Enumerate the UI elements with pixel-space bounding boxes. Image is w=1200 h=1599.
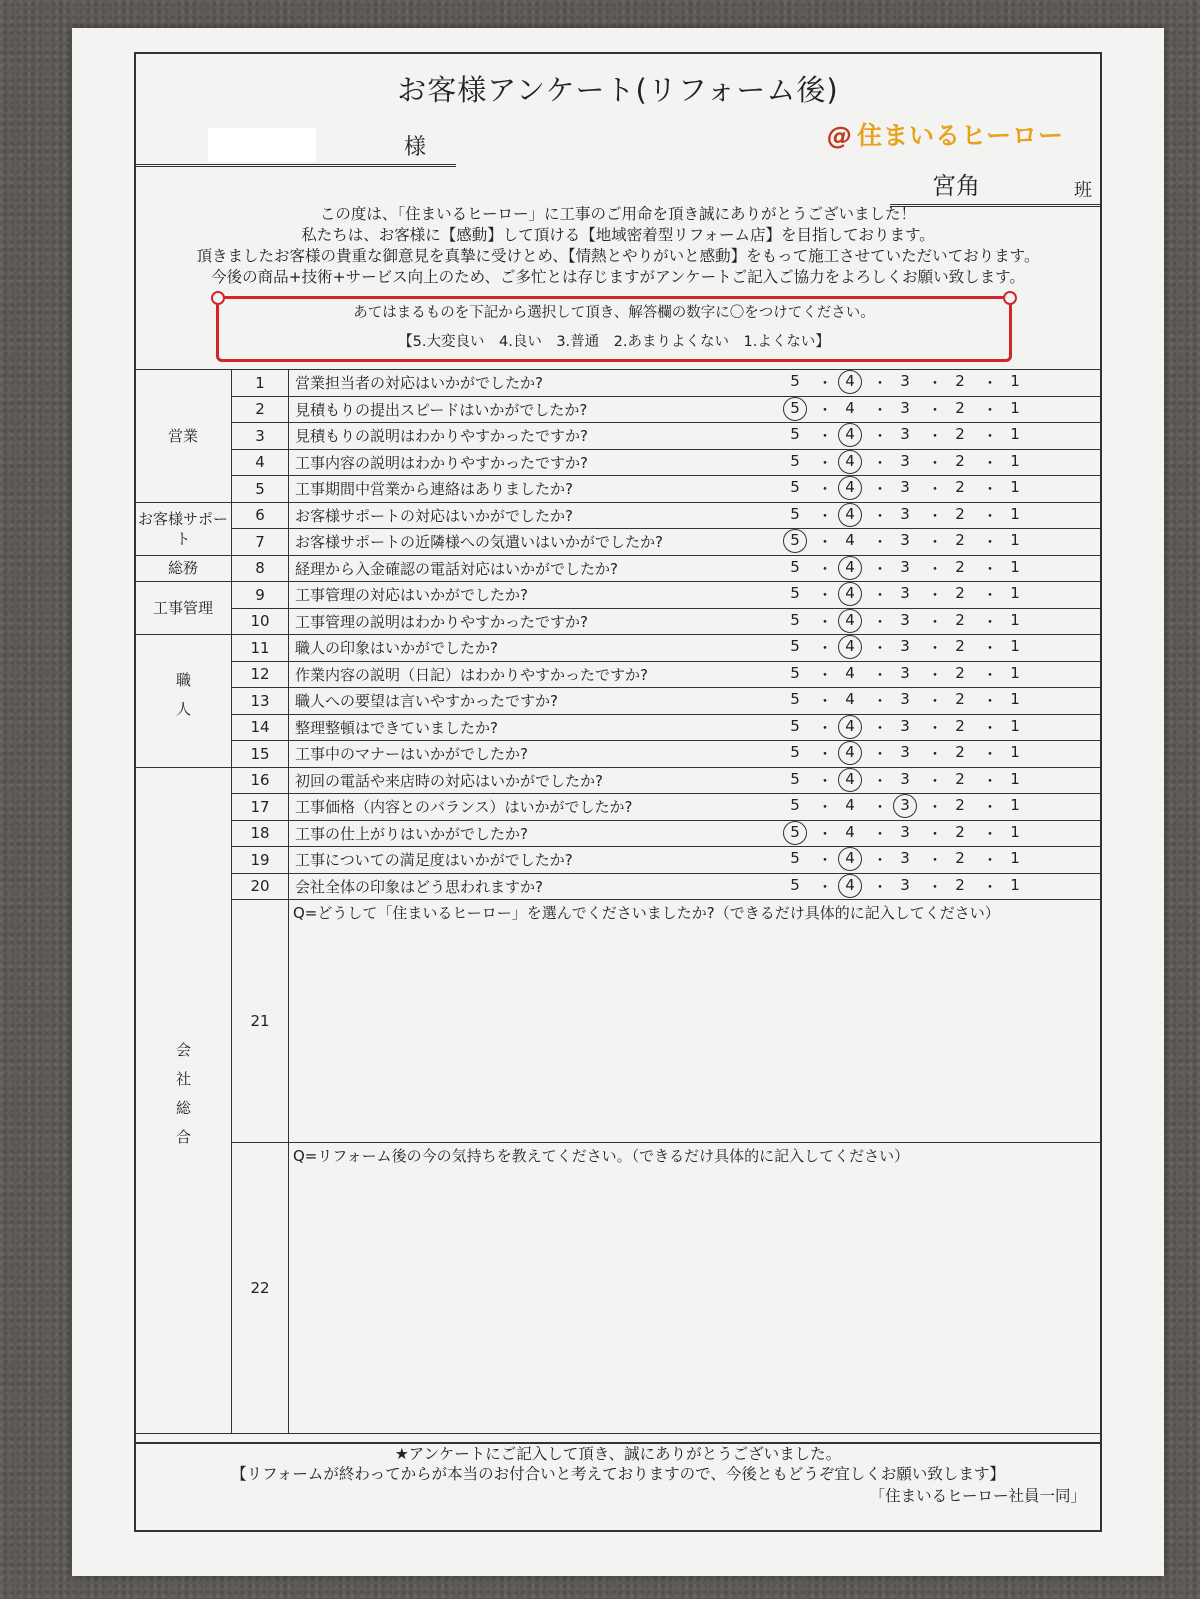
table-row [135, 661, 1102, 688]
question-number: 12 [232, 661, 289, 688]
question-number: 21 [232, 900, 289, 1143]
intro-line: 私たちは、お客様に【感動】して頂ける【地域密着型リフォーム店】を目指しております。 [301, 226, 935, 244]
team-suffix: 班 [1074, 180, 1092, 201]
rating-option[interactable]: 5 [787, 531, 803, 552]
separator-dot: ・ [927, 639, 943, 658]
table-row [135, 370, 1102, 397]
question-number: 20 [232, 873, 289, 900]
rating-option[interactable]: 4 [845, 663, 855, 682]
rating-option[interactable]: 1 [1010, 478, 1020, 497]
rating-option[interactable]: 5 [790, 743, 800, 762]
separator-dot: ・ [872, 480, 888, 499]
redacted-name [208, 128, 316, 162]
question-number: 22 [232, 1143, 289, 1434]
separator-dot: ・ [982, 745, 998, 764]
table-row [135, 873, 1102, 900]
separator-dot: ・ [927, 427, 943, 446]
question-text: 工事期間中営業から連絡はありましたか? [289, 476, 782, 503]
rating-option[interactable]: 4 [842, 372, 858, 393]
customer-name-field [136, 124, 456, 167]
separator-dot: ・ [872, 798, 888, 817]
separator-dot: ・ [927, 374, 943, 393]
question-number: 11 [232, 635, 289, 662]
category-cell: 総務 [135, 555, 232, 582]
rating-option[interactable]: 1 [1010, 372, 1020, 391]
separator-dot: ・ [927, 798, 943, 817]
rating-option[interactable]: 2 [955, 690, 965, 709]
question-text: 工事内容の説明はわかりやすかったですか? [289, 449, 782, 476]
rating-option[interactable]: 1 [1010, 584, 1020, 603]
rating-option[interactable]: 5 [790, 425, 800, 444]
separator-dot: ・ [817, 586, 833, 605]
separator-dot: ・ [927, 480, 943, 499]
table-row [135, 767, 1102, 794]
question-text: 工事中のマナーはいかがでしたか? [289, 741, 782, 768]
separator-dot: ・ [982, 453, 998, 472]
rating-options [781, 608, 1102, 635]
rating-option[interactable]: 4 [842, 637, 858, 658]
question-text: 経理から入金確認の電話対応はいかがでしたか? [289, 555, 782, 582]
question-number: 15 [232, 741, 289, 768]
table-row [135, 847, 1102, 874]
rating-options [781, 635, 1102, 662]
intro-text [136, 204, 1100, 288]
separator-dot: ・ [927, 586, 943, 605]
question-text: 見積もりの提出スピードはいかがでしたか? [289, 396, 782, 423]
rating-option[interactable]: 1 [1010, 425, 1020, 444]
rating-option[interactable]: 1 [1010, 690, 1020, 709]
separator-dot: ・ [927, 771, 943, 790]
separator-dot: ・ [927, 824, 943, 843]
rating-option[interactable]: 3 [900, 372, 910, 391]
question-text: 会社全体の印象はどう思われますか? [289, 873, 782, 900]
team-field [890, 166, 1100, 207]
table-row [135, 608, 1102, 635]
rating-options [781, 423, 1102, 450]
separator-dot: ・ [982, 612, 998, 631]
separator-dot: ・ [872, 559, 888, 578]
rating-option[interactable]: 4 [842, 849, 858, 870]
rating-option[interactable]: 3 [900, 504, 910, 523]
rating-options [781, 476, 1102, 503]
rating-option[interactable]: 5 [790, 769, 800, 788]
rating-option[interactable]: 3 [900, 716, 910, 735]
separator-dot: ・ [927, 851, 943, 870]
question-text: 工事についての満足度はいかがでしたか? [289, 847, 782, 874]
question-text: 工事管理の説明はわかりやすかったですか? [289, 608, 782, 635]
page-title: お客様アンケート(リフォーム後) [397, 73, 839, 107]
intro-line: この度は、「住まいるヒーロー」に工事のご用命を頂き誠にありがとうございました！ [319, 205, 917, 223]
rating-option[interactable]: 2 [955, 849, 965, 868]
question-number: 9 [232, 582, 289, 609]
rating-option[interactable]: 4 [842, 452, 858, 473]
question-text: 工事の仕上がりはいかがでしたか? [289, 820, 782, 847]
rating-options [781, 741, 1102, 768]
separator-dot: ・ [982, 559, 998, 578]
rating-legend: 【5.大変良い 4.良い 3.普通 2.あまりよくない 1.よくない】 [398, 334, 830, 350]
question-number: 6 [232, 502, 289, 529]
intro-line: 今後の商品+技術+サービス向上のため、ご多忙とは存じますがアンケートご記入ご協力をよろしくお願い致します。 [211, 268, 1025, 286]
question-number: 19 [232, 847, 289, 874]
rating-option[interactable]: 3 [897, 796, 913, 817]
table-row [135, 582, 1102, 609]
rating-option[interactable]: 4 [842, 717, 858, 738]
separator-dot: ・ [982, 639, 998, 658]
question-text: 整理整頓はできていましたか? [289, 714, 782, 741]
rating-option[interactable]: 5 [790, 557, 800, 576]
footer-signature: 「住まいるヒーロー社員一同」 [869, 1487, 1086, 1505]
rating-options [781, 502, 1102, 529]
rating-option[interactable]: 5 [790, 690, 800, 709]
open-answer-area[interactable] [289, 1143, 1102, 1434]
rating-option[interactable]: 1 [1010, 398, 1020, 417]
category-cell: 営業 [135, 370, 232, 503]
rating-option[interactable]: 5 [790, 504, 800, 523]
separator-dot: ・ [872, 374, 888, 393]
table-row [135, 396, 1102, 423]
table-row [135, 688, 1102, 715]
rating-option[interactable]: 3 [900, 849, 910, 868]
rating-option[interactable]: 2 [955, 504, 965, 523]
rating-option[interactable]: 4 [845, 398, 855, 417]
rating-option[interactable]: 2 [955, 822, 965, 841]
rating-option[interactable]: 3 [900, 663, 910, 682]
separator-dot: ・ [872, 692, 888, 711]
separator-dot: ・ [872, 400, 888, 419]
footer [136, 1442, 1100, 1534]
rating-option[interactable]: 5 [790, 584, 800, 603]
rating-option[interactable]: 4 [842, 584, 858, 605]
question-number: 13 [232, 688, 289, 715]
rating-options [781, 529, 1102, 556]
question-text: 職人の印象はいかがでしたか? [289, 635, 782, 662]
rating-option[interactable]: 1 [1010, 849, 1020, 868]
question-text: お客様サポートの対応はいかがでしたか? [289, 502, 782, 529]
question-number: 1 [232, 370, 289, 397]
rating-option[interactable]: 1 [1010, 875, 1020, 894]
separator-dot: ・ [982, 427, 998, 446]
table-row [135, 635, 1102, 662]
separator-dot: ・ [817, 877, 833, 896]
rating-option[interactable]: 3 [900, 743, 910, 762]
separator-dot: ・ [982, 533, 998, 552]
separator-dot: ・ [927, 877, 943, 896]
rating-option[interactable]: 3 [900, 690, 910, 709]
team-name: 宮角 [932, 172, 980, 200]
separator-dot: ・ [927, 506, 943, 525]
separator-dot: ・ [927, 665, 943, 684]
separator-dot: ・ [927, 692, 943, 711]
rating-option[interactable]: 4 [842, 425, 858, 446]
table-row [135, 555, 1102, 582]
separator-dot: ・ [872, 665, 888, 684]
separator-dot: ・ [817, 400, 833, 419]
question-text: 職人への要望は言いやすかったですか? [289, 688, 782, 715]
rating-option[interactable]: 2 [955, 637, 965, 656]
rating-option[interactable]: 1 [1010, 610, 1020, 629]
rating-option[interactable]: 5 [787, 823, 803, 844]
question-number: 8 [232, 555, 289, 582]
rating-option[interactable]: 4 [842, 770, 858, 791]
separator-dot: ・ [982, 400, 998, 419]
separator-dot: ・ [817, 427, 833, 446]
rating-option[interactable]: 3 [900, 875, 910, 894]
separator-dot: ・ [927, 453, 943, 472]
rating-option[interactable]: 5 [790, 610, 800, 629]
table-row [135, 449, 1102, 476]
separator-dot: ・ [927, 612, 943, 631]
rating-option[interactable]: 3 [900, 425, 910, 444]
rating-option[interactable]: 5 [790, 637, 800, 656]
table-row [135, 794, 1102, 821]
rating-option[interactable]: 1 [1010, 451, 1020, 470]
question-number: 10 [232, 608, 289, 635]
separator-dot: ・ [817, 771, 833, 790]
separator-dot: ・ [982, 665, 998, 684]
open-question-text: Q=どうして「住まいるヒーロー」を選んでくださいましたか?（できるだけ具体的に記入してください） [293, 904, 1000, 922]
open-question-row [135, 900, 1102, 1143]
separator-dot: ・ [982, 851, 998, 870]
rating-option[interactable]: 4 [845, 822, 855, 841]
separator-dot: ・ [817, 665, 833, 684]
rating-option[interactable]: 5 [790, 663, 800, 682]
rating-option[interactable]: 1 [1010, 637, 1020, 656]
separator-dot: ・ [817, 718, 833, 737]
rating-option[interactable]: 1 [1010, 769, 1020, 788]
separator-dot: ・ [872, 612, 888, 631]
separator-dot: ・ [982, 586, 998, 605]
rating-option[interactable]: 2 [955, 425, 965, 444]
separator-dot: ・ [872, 877, 888, 896]
rating-option[interactable]: 3 [900, 398, 910, 417]
category-cell: 会社総合 [135, 767, 232, 1434]
table-row [135, 423, 1102, 450]
rating-option[interactable]: 1 [1010, 743, 1020, 762]
separator-dot: ・ [817, 824, 833, 843]
rating-option[interactable]: 5 [790, 716, 800, 735]
rating-option[interactable]: 5 [790, 875, 800, 894]
rating-options [781, 820, 1102, 847]
table-row [135, 529, 1102, 556]
rating-option[interactable]: 4 [845, 796, 855, 815]
rating-option[interactable]: 2 [955, 769, 965, 788]
separator-dot: ・ [817, 374, 833, 393]
separator-dot: ・ [872, 586, 888, 605]
separator-dot: ・ [872, 453, 888, 472]
separator-dot: ・ [872, 427, 888, 446]
rating-option[interactable]: 1 [1010, 822, 1020, 841]
category-cell: 工事管理 [135, 582, 232, 635]
instruction-line: あてはまるものを下記から選択して頂き、解答欄の数字に〇をつけてください。 [353, 305, 875, 321]
question-text: 初回の電話や来店時の対応はいかがでしたか? [289, 767, 782, 794]
question-text: 工事管理の対応はいかがでしたか? [289, 582, 782, 609]
category-cell: お客様サポート [135, 502, 232, 555]
rating-option[interactable]: 3 [900, 584, 910, 603]
instruction-scroll [216, 296, 1012, 362]
rating-option[interactable]: 2 [955, 531, 965, 550]
company-logo [827, 116, 1064, 152]
question-text: お客様サポートの近隣様への気遣いはいかがでしたか? [289, 529, 782, 556]
question-text: 見積もりの説明はわかりやすかったですか? [289, 423, 782, 450]
open-answer-area[interactable] [289, 900, 1102, 1143]
separator-dot: ・ [817, 559, 833, 578]
question-number: 2 [232, 396, 289, 423]
separator-dot: ・ [817, 798, 833, 817]
rating-option[interactable]: 1 [1010, 531, 1020, 550]
separator-dot: ・ [927, 745, 943, 764]
customer-suffix: 様 [404, 135, 427, 160]
separator-dot: ・ [872, 824, 888, 843]
separator-dot: ・ [817, 851, 833, 870]
rating-option[interactable]: 5 [787, 399, 803, 420]
rating-option[interactable]: 2 [955, 796, 965, 815]
rating-option[interactable]: 4 [842, 558, 858, 579]
question-text: 工事価格（内容とのバランス）はいかがでしたか? [289, 794, 782, 821]
separator-dot: ・ [982, 480, 998, 499]
rating-options [781, 661, 1102, 688]
separator-dot: ・ [927, 718, 943, 737]
separator-dot: ・ [982, 798, 998, 817]
separator-dot: ・ [872, 639, 888, 658]
question-text: 作業内容の説明（日記）はわかりやすかったですか? [289, 661, 782, 688]
rating-option[interactable]: 3 [900, 451, 910, 470]
logo-text: 住まいるヒーロー [856, 121, 1064, 150]
separator-dot: ・ [872, 506, 888, 525]
rating-option[interactable]: 1 [1010, 716, 1020, 735]
rating-option[interactable]: 4 [845, 690, 855, 709]
rating-option[interactable]: 2 [955, 610, 965, 629]
question-number: 17 [232, 794, 289, 821]
rating-options [781, 847, 1102, 874]
separator-dot: ・ [872, 718, 888, 737]
footer-thanks: ★アンケートにご記入して頂き、誠にありがとうございました。 [394, 1445, 842, 1463]
rating-option[interactable]: 5 [790, 451, 800, 470]
rating-option[interactable]: 2 [955, 875, 965, 894]
separator-dot: ・ [982, 718, 998, 737]
question-number: 4 [232, 449, 289, 476]
survey-sheet [72, 28, 1164, 1576]
logo-mark: @ [826, 121, 853, 150]
table-row [135, 502, 1102, 529]
rating-option[interactable]: 4 [842, 478, 858, 499]
question-number: 3 [232, 423, 289, 450]
table-row [135, 714, 1102, 741]
rating-options [781, 873, 1102, 900]
rating-option[interactable]: 2 [955, 372, 965, 391]
rating-option[interactable]: 1 [1010, 663, 1020, 682]
rating-options [781, 794, 1102, 821]
rating-option[interactable]: 3 [900, 769, 910, 788]
separator-dot: ・ [817, 506, 833, 525]
question-number: 7 [232, 529, 289, 556]
separator-dot: ・ [817, 480, 833, 499]
rating-option[interactable]: 5 [790, 796, 800, 815]
table-row [135, 820, 1102, 847]
rating-option[interactable]: 2 [955, 478, 965, 497]
separator-dot: ・ [982, 824, 998, 843]
rating-option[interactable]: 4 [845, 531, 855, 550]
rating-options [781, 396, 1102, 423]
rating-option[interactable]: 1 [1010, 796, 1020, 815]
question-number: 14 [232, 714, 289, 741]
rating-option[interactable]: 2 [955, 398, 965, 417]
separator-dot: ・ [872, 771, 888, 790]
rating-option[interactable]: 4 [842, 611, 858, 632]
rating-options [781, 714, 1102, 741]
table-row [135, 741, 1102, 768]
separator-dot: ・ [927, 533, 943, 552]
question-text: 営業担当者の対応はいかがでしたか? [289, 370, 782, 397]
rating-option[interactable]: 2 [955, 743, 965, 762]
separator-dot: ・ [817, 745, 833, 764]
separator-dot: ・ [982, 374, 998, 393]
rating-options [781, 582, 1102, 609]
form-frame [134, 52, 1102, 1532]
open-question-row [135, 1143, 1102, 1434]
separator-dot: ・ [927, 559, 943, 578]
category-cell: 職人 [135, 635, 232, 768]
rating-option[interactable]: 3 [900, 822, 910, 841]
rating-option[interactable]: 2 [955, 716, 965, 735]
rating-option[interactable]: 2 [955, 663, 965, 682]
rating-options [781, 688, 1102, 715]
separator-dot: ・ [872, 745, 888, 764]
separator-dot: ・ [817, 692, 833, 711]
rating-options [781, 767, 1102, 794]
rating-option[interactable]: 4 [842, 743, 858, 764]
rating-option[interactable]: 1 [1010, 557, 1020, 576]
rating-option[interactable]: 5 [790, 478, 800, 497]
intro-line: 頂きましたお客様の貴重な御意見を真摯に受けとめ、【情熱とやりがいと感動】をもって施工させていただいております。 [196, 247, 1040, 265]
separator-dot: ・ [982, 506, 998, 525]
rating-options [781, 555, 1102, 582]
rating-option[interactable]: 5 [790, 849, 800, 868]
rating-option[interactable]: 1 [1010, 504, 1020, 523]
question-number: 18 [232, 820, 289, 847]
rating-option[interactable]: 2 [955, 451, 965, 470]
separator-dot: ・ [817, 612, 833, 631]
question-table [134, 369, 1102, 1434]
separator-dot: ・ [817, 453, 833, 472]
footer-message: 【リフォームが終わってからが本当のお付合いと考えておりますので、今後ともどうぞ宜しくお願い致します】 [231, 1465, 1005, 1483]
rating-option[interactable]: 3 [900, 557, 910, 576]
question-number: 5 [232, 476, 289, 503]
separator-dot: ・ [982, 771, 998, 790]
separator-dot: ・ [927, 400, 943, 419]
separator-dot: ・ [817, 533, 833, 552]
rating-option[interactable]: 2 [955, 584, 965, 603]
question-number: 16 [232, 767, 289, 794]
separator-dot: ・ [872, 851, 888, 870]
rating-option[interactable]: 2 [955, 557, 965, 576]
rating-option[interactable]: 4 [842, 876, 858, 897]
rating-options [781, 370, 1102, 397]
rating-option[interactable]: 4 [842, 505, 858, 526]
open-question-text: Q=リフォーム後の今の気持ちを教えてください。（できるだけ具体的に記入してください） [293, 1147, 910, 1165]
separator-dot: ・ [872, 533, 888, 552]
rating-option[interactable]: 3 [900, 531, 910, 550]
table-row [135, 476, 1102, 503]
rating-option[interactable]: 3 [900, 610, 910, 629]
separator-dot: ・ [982, 692, 998, 711]
rating-option[interactable]: 3 [900, 478, 910, 497]
rating-options [781, 449, 1102, 476]
separator-dot: ・ [982, 877, 998, 896]
separator-dot: ・ [817, 639, 833, 658]
rating-option[interactable]: 5 [790, 372, 800, 391]
rating-option[interactable]: 3 [900, 637, 910, 656]
